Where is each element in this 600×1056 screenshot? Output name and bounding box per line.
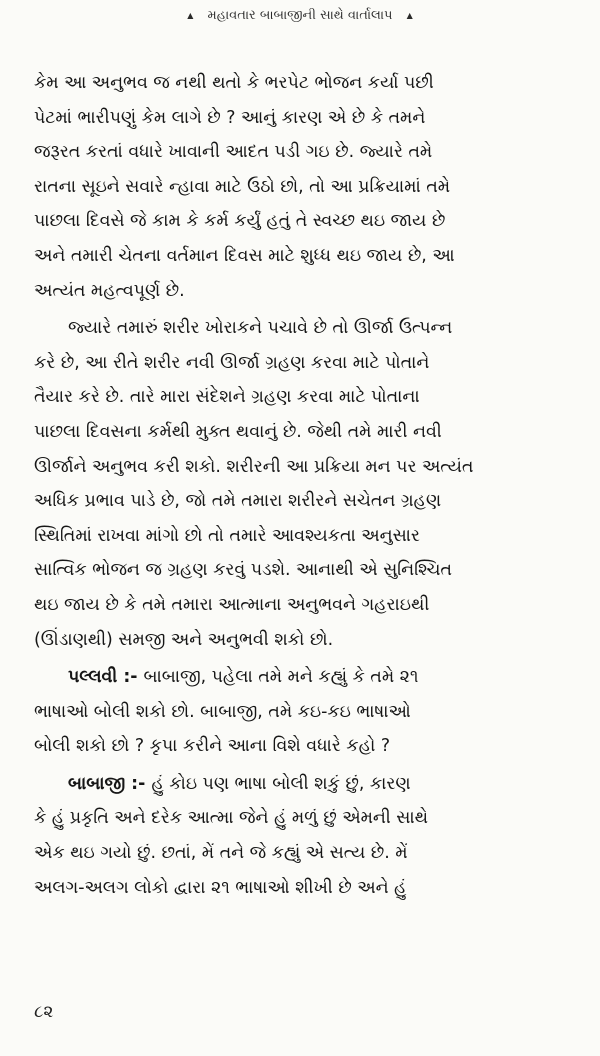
text-line: ભાષાઓ બોલી શકો છો. બાબાજી, તમે કઇ-કઇ ભાષાઓ (34, 701, 411, 722)
text-line: સાત્વિક ભોજન જ ગ્રહણ કરવું પડશે. આનાથી એ સુનિશ્ચિત (34, 560, 452, 581)
speaker-label: બાબાજી :- (68, 773, 146, 794)
header-title: મહાવતાર બાબાજીની સાથે વાર્તાલાપ (207, 8, 393, 23)
text-line: કરે છે, આ રીતે શરીર નવી ઊર્જા ગ્રહણ કરવા માટે પોતાને (34, 352, 430, 373)
text-line: કે હું પ્રકૃતિ અને દરેક આત્મા જેને હું મળું છું એમની સાથે (34, 808, 428, 829)
text-line: બોલી શકો છો ? કૃપા કરીને આના વિશે વધારે કહો ? (34, 736, 391, 757)
text-line: થઇ જાય છે કે તમે તમારા આત્માના અનુભવને ગહરાઇથી (34, 594, 430, 615)
text-line: જ્યારે તમારું શરીર ખોરાકને પચાવે છે તો ઊર્જા ઉત્પન્ન (68, 318, 453, 339)
paragraph-1 (34, 66, 574, 308)
speaker-label: પલ્લવી :- (68, 667, 138, 688)
body-text (34, 66, 574, 908)
header-bullet-right: ▲ (406, 11, 413, 20)
text-line: પાછલા દિવસે જે કામ કે કર્મ કર્યું હતું તે સ્વચ્છ થઇ જાય છે (34, 211, 446, 232)
text-line: સ્થિતિમાં રાખવા માંગો છો તો તમારે આવશ્યકતા અનુસાર (34, 525, 420, 546)
text-line: અલગ-અલગ લોકો દ્વારા ૨૧ ભાષાઓ શીખી છે અને હું (34, 877, 407, 898)
text-line: અત્યંત મહત્વપૂર્ણ છે. (34, 280, 185, 301)
text-line (34, 767, 574, 802)
paragraph-2 (34, 311, 574, 657)
text-line: પેટમાં ભારીપણું કેમ લાગે છે ? આનું કારણ એ છે કે તમને (34, 107, 426, 128)
page-number: ૮૨ (34, 1002, 54, 1022)
text-line: તૈયાર કરે છે. તારે મારા સંદેશને ગ્રહણ કરવા માટે પોતાના (34, 387, 420, 408)
dialogue-pallavi (34, 660, 574, 764)
text-line: અને તમારી ચેતના વર્તમાન દિવસ માટે શુધ્ધ થઇ જાય છે, આ (34, 245, 455, 266)
text-line: રાતના સૂઇને સવારે ન્હાવા માટે ઉઠો છો, તો આ પ્રક્રિયામાં તમે (34, 176, 451, 197)
text-line (34, 660, 574, 695)
text-line: (ઊંડાણથી) સમજી અને અનુભવી શકો છો. (34, 629, 334, 650)
dialogue-text: બાબાજી, પહેલા તમે મને કહ્યું કે તમે ૨૧ (143, 667, 419, 688)
dialogue-text: હું કોઇ પણ ભાષા બોલી શકું છું, કારણ (151, 773, 411, 794)
text-line: અધિક પ્રભાવ પાડે છે, જો તમે તમારા શરીરને સચેતન ગ્રહણ (34, 491, 442, 512)
header-bullet-left: ▲ (187, 11, 194, 20)
text-line: જરૂરત કરતાં વધારે ખાવાની આદત પડી ગઇ છે. જ્યારે તમે (34, 142, 433, 163)
text-line: કેમ આ અનુભવ જ નથી થતો કે ભરપેટ ભોજન કર્યા પછી (34, 73, 434, 93)
running-header (0, 8, 600, 23)
text-line: પાછલા દિવસના કર્મથી મુક્ત થવાનું છે. જેથી તમે મારી નવી (34, 421, 442, 442)
text-line: ઊર્જાને અનુભવ કરી શકો. શરીરની આ પ્રક્રિયા મન પર અત્યંત (34, 456, 474, 477)
text-line: એક થઇ ગયો છું. છતાં, મેં તને જે કહ્યું એ સત્ય છે. મેં (34, 843, 408, 864)
dialogue-babaji (34, 767, 574, 905)
